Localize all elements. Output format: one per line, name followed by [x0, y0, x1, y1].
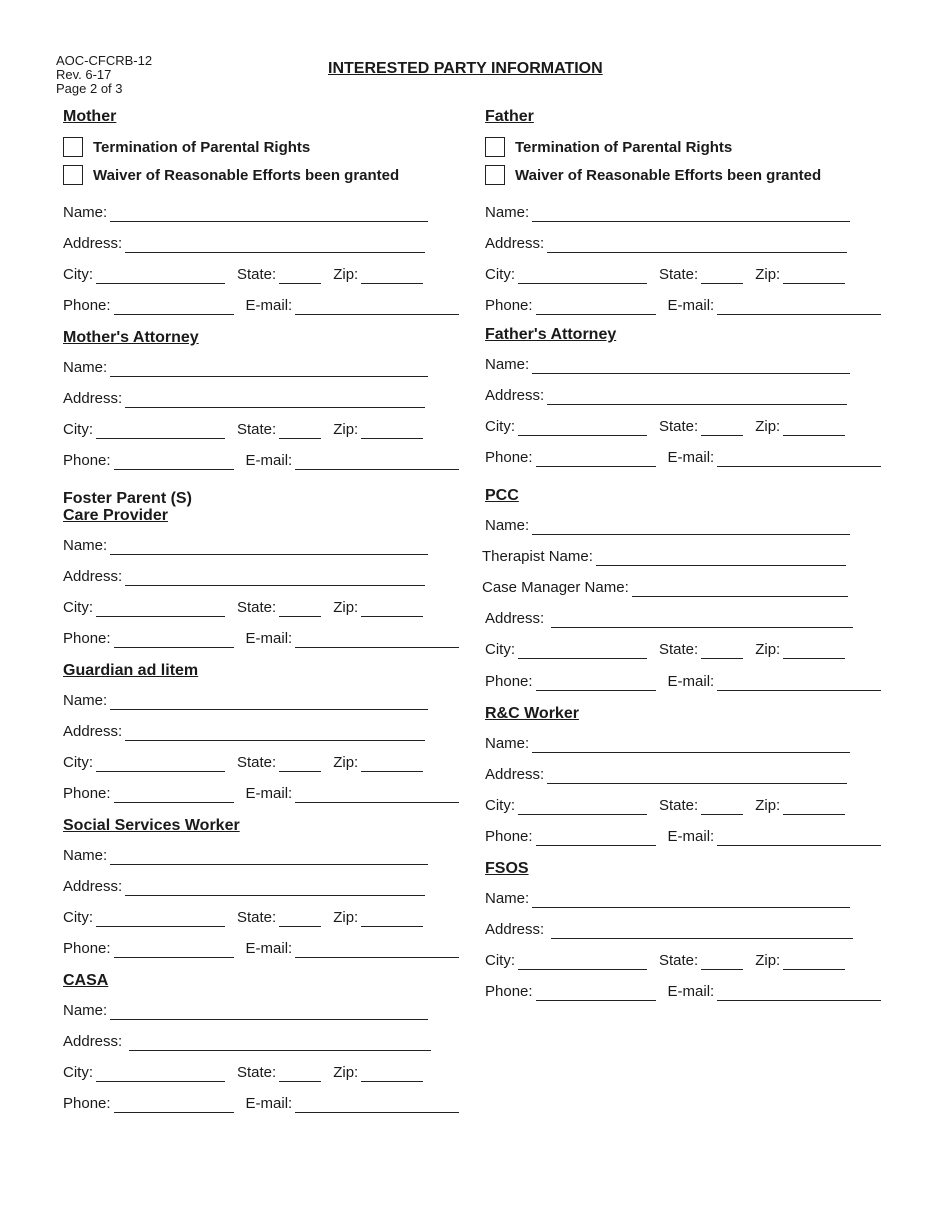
casa-address-field[interactable]: [129, 1034, 431, 1051]
fsos-email-label: E-mail:: [667, 983, 715, 1000]
mother-zip-label: Zip:: [333, 266, 359, 283]
social-zip-label: Zip:: [333, 909, 359, 926]
mother-zip-field[interactable]: [361, 267, 423, 284]
father-section: [485, 108, 881, 315]
father-heading: Father: [485, 108, 534, 125]
form-id: AOC-CFCRB-12: [56, 53, 153, 68]
casa-phone-label: Phone:: [63, 1095, 111, 1112]
father-phone-label: Phone:: [485, 297, 533, 314]
pcc-email-label: E-mail:: [667, 673, 715, 690]
mother-email-label: E-mail:: [245, 297, 293, 314]
foster-email-field[interactable]: [295, 631, 459, 648]
mothers-attorney-state-label: State:: [237, 421, 277, 438]
rc-address-field[interactable]: [547, 767, 847, 784]
fsos-address-field[interactable]: [551, 922, 853, 939]
foster-address-label: Address:: [63, 568, 123, 585]
fathers-attorney-city-label: City:: [485, 418, 515, 435]
mother-name-field[interactable]: [110, 205, 428, 222]
mother-city-label: City:: [63, 266, 93, 283]
rc-city-field[interactable]: [518, 798, 647, 815]
father-zip-field[interactable]: [783, 267, 845, 284]
left-column: [63, 108, 459, 1113]
mother-waiver-label: Waiver of Reasonable Efforts been granted: [93, 166, 400, 184]
guardian-address-label: Address:: [63, 723, 123, 740]
rc-email-label: E-mail:: [667, 828, 715, 845]
casa-section: [63, 972, 459, 1113]
mothers-attorney-name-label: Name:: [63, 359, 108, 376]
foster-name-label: Name:: [63, 537, 108, 554]
page-number: Page 2 of 3: [56, 81, 123, 96]
fathers-attorney-heading: Father's Attorney: [485, 326, 617, 343]
fathers-attorney-email-label: E-mail:: [667, 449, 715, 466]
guardian-name-label: Name:: [63, 692, 108, 709]
fathers-attorney-email-field[interactable]: [717, 450, 881, 467]
father-city-label: City:: [485, 266, 515, 283]
social-email-label: E-mail:: [245, 940, 293, 957]
foster-city-field[interactable]: [96, 600, 225, 617]
mothers-attorney-address-field[interactable]: [125, 391, 425, 408]
mothers-attorney-city-label: City:: [63, 421, 93, 438]
casa-zip-field[interactable]: [361, 1065, 423, 1082]
mothers-attorney-zip-label: Zip:: [333, 421, 359, 438]
father-address-label: Address:: [485, 235, 545, 252]
fsos-city-label: City:: [485, 952, 515, 969]
casa-state-field[interactable]: [279, 1065, 321, 1082]
mothers-attorney-city-field[interactable]: [96, 422, 225, 439]
mother-section: [63, 108, 459, 315]
foster-parent-heading: Foster Parent (S): [63, 490, 192, 507]
father-zip-label: Zip:: [755, 266, 781, 283]
rc-zip-label: Zip:: [755, 797, 781, 814]
pcc-address-field[interactable]: [551, 611, 853, 628]
father-email-field[interactable]: [717, 298, 881, 315]
fsos-zip-label: Zip:: [755, 952, 781, 969]
social-city-label: City:: [63, 909, 93, 926]
guardian-address-field[interactable]: [125, 724, 425, 741]
guardian-city-field[interactable]: [96, 755, 225, 772]
fsos-email-field[interactable]: [717, 984, 881, 1001]
rc-phone-field[interactable]: [536, 829, 656, 846]
mothers-attorney-name-field[interactable]: [110, 360, 428, 377]
mother-state-label: State:: [237, 266, 277, 283]
casa-email-field[interactable]: [295, 1096, 459, 1113]
guardian-zip-field[interactable]: [361, 755, 423, 772]
father-city-field[interactable]: [518, 267, 647, 284]
casa-state-label: State:: [237, 1064, 277, 1081]
fathers-attorney-city-field[interactable]: [518, 419, 647, 436]
social-city-field[interactable]: [96, 910, 225, 927]
father-name-field[interactable]: [532, 205, 850, 222]
rc-phone-label: Phone:: [485, 828, 533, 845]
rc-zip-field[interactable]: [783, 798, 845, 815]
pcc-zip-label: Zip:: [755, 641, 781, 658]
casa-address-label: Address:: [63, 1033, 123, 1050]
fsos-phone-field[interactable]: [536, 984, 656, 1001]
father-termination-label: Termination of Parental Rights: [515, 138, 733, 156]
fsos-heading: FSOS: [485, 860, 529, 877]
foster-address-field[interactable]: [125, 569, 425, 586]
father-state-field[interactable]: [701, 267, 743, 284]
father-address-field[interactable]: [547, 236, 847, 253]
social-phone-label: Phone:: [63, 940, 111, 957]
pcc-state-label: State:: [659, 641, 699, 658]
casa-phone-field[interactable]: [114, 1096, 234, 1113]
mother-phone-label: Phone:: [63, 297, 111, 314]
foster-parent-section: [63, 490, 459, 648]
mothers-attorney-section: [63, 329, 459, 470]
fsos-address-label: Address:: [485, 921, 545, 938]
fathers-attorney-address-label: Address:: [485, 387, 545, 404]
social-state-field[interactable]: [279, 910, 321, 927]
page-title: INTERESTED PARTY INFORMATION: [328, 60, 603, 77]
mothers-attorney-heading: Mother's Attorney: [63, 329, 199, 346]
casa-name-field[interactable]: [110, 1003, 428, 1020]
fathers-attorney-address-field[interactable]: [547, 388, 847, 405]
mothers-attorney-state-field[interactable]: [279, 422, 321, 439]
fsos-phone-label: Phone:: [485, 983, 533, 1000]
pcc-phone-label: Phone:: [485, 673, 533, 690]
social-email-field[interactable]: [295, 941, 459, 958]
father-name-label: Name:: [485, 204, 530, 221]
fathers-attorney-name-label: Name:: [485, 356, 530, 373]
guardian-state-field[interactable]: [279, 755, 321, 772]
casa-heading: CASA: [63, 972, 109, 989]
guardian-zip-label: Zip:: [333, 754, 359, 771]
foster-zip-label: Zip:: [333, 599, 359, 616]
mother-name-label: Name:: [63, 204, 108, 221]
rc-address-label: Address:: [485, 766, 545, 783]
pcc-address-label: Address:: [485, 610, 545, 627]
pcc-state-field[interactable]: [701, 642, 743, 659]
social-state-label: State:: [237, 909, 277, 926]
social-zip-field[interactable]: [361, 910, 423, 927]
fathers-attorney-zip-label: Zip:: [755, 418, 781, 435]
rc-state-label: State:: [659, 797, 699, 814]
mother-heading: Mother: [63, 108, 117, 125]
fathers-attorney-zip-field[interactable]: [783, 419, 845, 436]
father-email-label: E-mail:: [667, 297, 715, 314]
guardian-phone-field[interactable]: [114, 786, 234, 803]
pcc-therapist-label: Therapist Name:: [482, 548, 593, 565]
guardian-heading: Guardian ad litem: [63, 662, 199, 679]
guardian-name-field[interactable]: [110, 693, 428, 710]
foster-city-label: City:: [63, 599, 93, 616]
father-termination-checkbox[interactable]: [485, 137, 505, 157]
casa-city-field[interactable]: [96, 1065, 225, 1082]
mothers-attorney-email-field[interactable]: [295, 453, 459, 470]
right-column: [482, 108, 881, 1001]
father-waiver-checkbox[interactable]: [485, 165, 505, 185]
rc-worker-section: [485, 705, 881, 846]
mother-address-label: Address:: [63, 235, 123, 252]
fsos-section: [485, 860, 881, 1001]
rc-name-label: Name:: [485, 735, 530, 752]
guardian-city-label: City:: [63, 754, 93, 771]
social-name-label: Name:: [63, 847, 108, 864]
pcc-email-field[interactable]: [717, 674, 881, 691]
rc-state-field[interactable]: [701, 798, 743, 815]
social-phone-field[interactable]: [114, 941, 234, 958]
fsos-zip-field[interactable]: [783, 953, 845, 970]
mother-termination-label: Termination of Parental Rights: [93, 138, 311, 156]
fathers-attorney-phone-label: Phone:: [485, 449, 533, 466]
fsos-name-label: Name:: [485, 890, 530, 907]
mothers-attorney-phone-label: Phone:: [63, 452, 111, 469]
casa-name-label: Name:: [63, 1002, 108, 1019]
social-services-section: [63, 817, 459, 958]
father-phone-field[interactable]: [536, 298, 656, 315]
casa-email-label: E-mail:: [245, 1095, 293, 1112]
pcc-city-field[interactable]: [518, 642, 647, 659]
fsos-city-field[interactable]: [518, 953, 647, 970]
pcc-name-label: Name:: [485, 517, 530, 534]
father-state-label: State:: [659, 266, 699, 283]
mother-email-field[interactable]: [295, 298, 459, 315]
pcc-zip-field[interactable]: [783, 642, 845, 659]
fathers-attorney-state-label: State:: [659, 418, 699, 435]
mothers-attorney-zip-field[interactable]: [361, 422, 423, 439]
pcc-name-field[interactable]: [532, 518, 850, 535]
rc-email-field[interactable]: [717, 829, 881, 846]
fathers-attorney-phone-field[interactable]: [536, 450, 656, 467]
mother-termination-option: [63, 133, 459, 161]
pcc-therapist-field[interactable]: [596, 549, 846, 566]
fsos-state-field[interactable]: [701, 953, 743, 970]
care-provider-heading: Care Provider: [63, 507, 168, 524]
form-meta: [56, 54, 152, 96]
guardian-state-label: State:: [237, 754, 277, 771]
fsos-state-label: State:: [659, 952, 699, 969]
casa-city-label: City:: [63, 1064, 93, 1081]
foster-phone-field[interactable]: [114, 631, 234, 648]
foster-state-field[interactable]: [279, 600, 321, 617]
social-address-label: Address:: [63, 878, 123, 895]
form-revision: Rev. 6-17: [56, 67, 112, 82]
guardian-email-field[interactable]: [295, 786, 459, 803]
rc-name-field[interactable]: [532, 736, 850, 753]
fathers-attorney-section: [485, 326, 881, 467]
pcc-case-manager-field[interactable]: [632, 580, 848, 597]
social-name-field[interactable]: [110, 848, 428, 865]
foster-email-label: E-mail:: [245, 630, 293, 647]
fsos-name-field[interactable]: [532, 891, 850, 908]
pcc-heading: PCC: [485, 487, 519, 504]
mother-waiver-option: [63, 161, 459, 189]
rc-worker-heading: R&C Worker: [485, 705, 579, 722]
foster-state-label: State:: [237, 599, 277, 616]
mother-waiver-checkbox[interactable]: [63, 165, 83, 185]
pcc-city-label: City:: [485, 641, 515, 658]
guardian-section: [63, 662, 459, 803]
mothers-attorney-address-label: Address:: [63, 390, 123, 407]
mother-city-field[interactable]: [96, 267, 225, 284]
mother-state-field[interactable]: [279, 267, 321, 284]
mothers-attorney-email-label: E-mail:: [245, 452, 293, 469]
guardian-phone-label: Phone:: [63, 785, 111, 802]
father-termination-option: [485, 133, 881, 161]
social-services-heading: Social Services Worker: [63, 817, 240, 834]
casa-zip-label: Zip:: [333, 1064, 359, 1081]
foster-zip-field[interactable]: [361, 600, 423, 617]
rc-city-label: City:: [485, 797, 515, 814]
pcc-phone-field[interactable]: [536, 674, 656, 691]
father-waiver-label: Waiver of Reasonable Efforts been granted: [515, 166, 822, 184]
pcc-section: [482, 487, 881, 691]
foster-name-field[interactable]: [110, 538, 428, 555]
mother-address-field[interactable]: [125, 236, 425, 253]
mother-termination-checkbox[interactable]: [63, 137, 83, 157]
fathers-attorney-name-field[interactable]: [532, 357, 850, 374]
mother-phone-field[interactable]: [114, 298, 234, 315]
social-address-field[interactable]: [125, 879, 425, 896]
mothers-attorney-phone-field[interactable]: [114, 453, 234, 470]
foster-phone-label: Phone:: [63, 630, 111, 647]
father-waiver-option: [485, 161, 881, 189]
guardian-email-label: E-mail:: [245, 785, 293, 802]
pcc-case-manager-label: Case Manager Name:: [482, 579, 629, 596]
fathers-attorney-state-field[interactable]: [701, 419, 743, 436]
